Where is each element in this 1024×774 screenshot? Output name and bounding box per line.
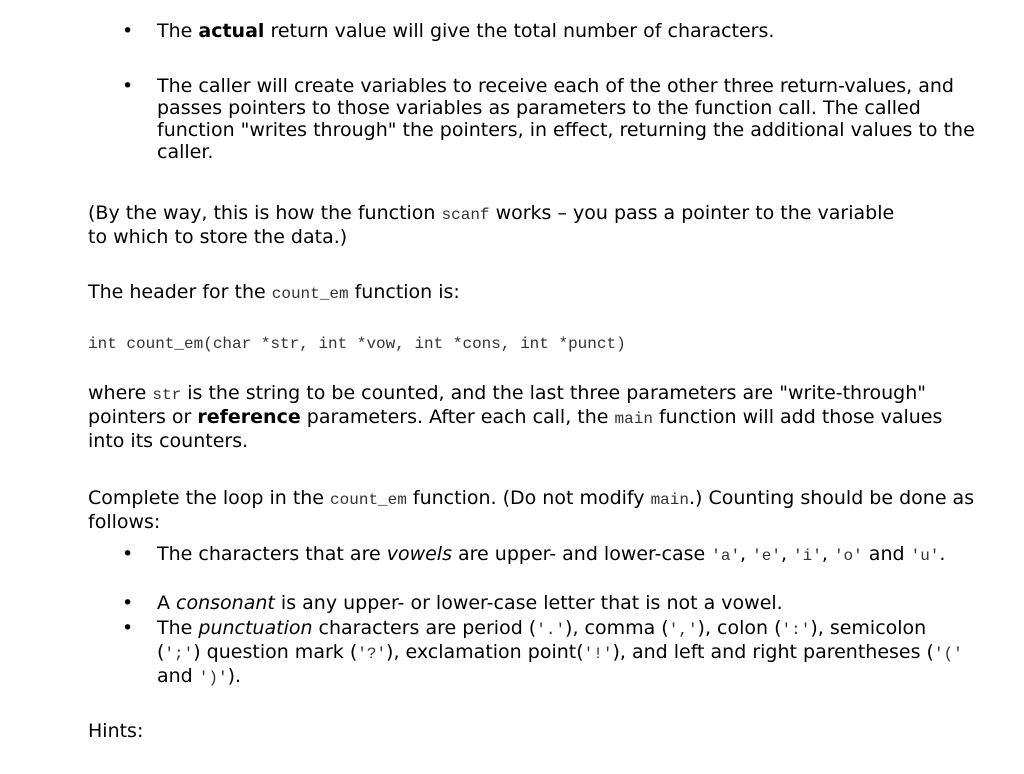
text: Complete the loop in the xyxy=(88,487,331,509)
text: is any upper- or lower-case letter that is not a vowel. xyxy=(274,592,783,614)
text: and xyxy=(157,665,199,687)
bullet-actual-return xyxy=(157,20,997,42)
text: function will add those values into its counters. xyxy=(88,406,943,452)
code-char: 'i' xyxy=(793,547,822,565)
code-count-em: count_em xyxy=(330,491,407,509)
text: ), and left and right parentheses ( xyxy=(612,641,934,663)
code-char: ')' xyxy=(198,669,228,687)
bullet-caller-variables: The caller will create variables to receive each of the other three return-values, and passes pointers to those variables as parameters to the function call. The called function "writes through" the pointers, in effect, returning the additional values to the caller. xyxy=(157,75,975,163)
bullet-marker: • xyxy=(122,543,134,565)
text: is the string to be counted, and the last three parameters are "write-through" pointers or xyxy=(88,382,927,428)
bullet-marker: • xyxy=(122,75,134,97)
paragraph-scanf xyxy=(88,202,918,248)
text: .) Counting should be done as follows: xyxy=(88,487,975,533)
text: works – you pass a pointer to the variable to which to store the data.) xyxy=(88,202,895,248)
text: characters are period ( xyxy=(312,617,537,639)
bullet-marker: • xyxy=(122,20,134,42)
bullet-marker: • xyxy=(122,617,134,639)
hints-heading: Hints: xyxy=(88,720,144,742)
bold-text: reference xyxy=(197,406,301,428)
code-char: '(' xyxy=(933,645,963,663)
text: The characters that are xyxy=(157,543,387,565)
text: ). xyxy=(227,665,242,687)
code-main: main xyxy=(650,491,689,509)
italic-text: vowels xyxy=(386,543,452,565)
code-char: '?' xyxy=(357,645,387,663)
code-str: str xyxy=(152,386,182,404)
code-scanf: scanf xyxy=(441,206,490,224)
text: function is: xyxy=(348,281,460,303)
text: parameters. After each call, the xyxy=(300,406,615,428)
text: return value will give the total number of characters. xyxy=(264,20,775,42)
text: The xyxy=(157,20,199,42)
text: The header for the xyxy=(88,281,272,303)
code-char: ',' xyxy=(668,621,698,639)
text: ), exclamation point( xyxy=(386,641,584,663)
text: where xyxy=(88,382,153,404)
paragraph-header xyxy=(88,281,988,305)
code-char: ';' xyxy=(164,645,194,663)
text: The xyxy=(157,617,199,639)
text: A xyxy=(157,592,177,614)
code-main: main xyxy=(614,410,653,428)
italic-text: consonant xyxy=(176,592,275,614)
text: ), colon ( xyxy=(697,617,782,639)
text: function. (Do not modify xyxy=(406,487,651,509)
code-char: 'o' xyxy=(833,547,863,565)
code-char: '.' xyxy=(536,621,566,639)
rule-consonant xyxy=(157,592,997,614)
paragraph-complete xyxy=(88,487,993,533)
bold-text: actual xyxy=(198,20,265,42)
code-char: ':' xyxy=(781,621,811,639)
bullet-marker: • xyxy=(122,592,134,614)
code-char: 'a' xyxy=(711,547,741,565)
code-char: '!' xyxy=(583,645,613,663)
text: ), semicolon ( xyxy=(157,617,927,663)
rule-punctuation xyxy=(157,617,972,689)
code-count-em: count_em xyxy=(271,285,349,303)
paragraph-where xyxy=(88,382,973,452)
rule-vowels: The characters that are vowels are upper- and lower-case 'a', 'e', 'i', 'o' and 'u'. xyxy=(157,543,946,565)
function-signature: int count_em(char *str, int *vow, int *cons, int *punct) xyxy=(88,335,626,353)
code-char: 'u' xyxy=(910,547,940,565)
text: are upper- and lower-case xyxy=(451,543,712,565)
text: (By the way, this is how the function xyxy=(88,202,442,224)
italic-text: punctuation xyxy=(198,617,313,639)
text: ) question mark ( xyxy=(193,641,358,663)
text: ), comma ( xyxy=(565,617,669,639)
code-char: 'e' xyxy=(752,547,781,565)
